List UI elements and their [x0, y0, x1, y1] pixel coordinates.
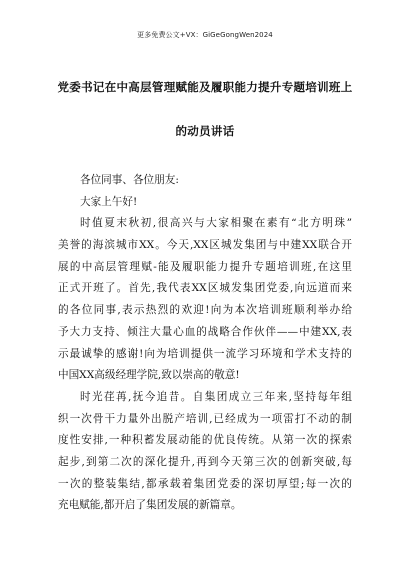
paragraph-1-line: 时值夏末秋初,很高兴与大家相聚在素有“北方明珠”: [80, 217, 352, 230]
paragraph-1-line: 予大力支持、倾注大量心血的战略合作伙伴——中建XX,表: [58, 325, 352, 338]
paragraph-1-line: 示最诚挚的感谢!向为培训提供一流学习环境和学术支持的: [58, 347, 352, 360]
paragraph-2-line: 一次的整装集结,都承载着集团党委的深切厚望;每一次的: [58, 477, 352, 490]
paragraph-2-line: 起步,到第二次的深化提升,再到今天第三次的创新突破,每: [58, 455, 352, 468]
paragraph-1-line: 正式开班了。首先,我代表XX区城发集团党委,向远道而来: [58, 282, 352, 295]
paragraph-1-line: 的各位同事,表示热烈的欢迎!向为本次培训班顺利举办给: [58, 304, 352, 317]
paragraph-2-line: 度性安排,一种积蓄发展动能的优良传统。从第一次的探索: [58, 434, 352, 447]
speech-body: [58, 170, 352, 517]
paragraph-1-line: 展的中高层管理赋-能及履职能力提升专题培训班,在这里: [58, 260, 352, 273]
title-line-2: 的动员讲话: [175, 124, 235, 138]
title-line-1: 党委书记在中高层管理赋能及履职能力提升专题培训班上: [57, 80, 353, 94]
salutation: 各位同事、各位朋友:: [80, 174, 179, 186]
paragraph-2-line: 充电赋能,都开启了集团发展的新篇章。: [58, 499, 242, 512]
paragraph-2-line: 织一次骨干力量外出脱产培训,已经成为一项雷打不动的制: [58, 412, 352, 425]
paragraph-1-line: 中国XX高级经理学院,致以崇高的敬意!: [58, 369, 240, 382]
paragraph-2-line: 时光荏苒,抚今追昔。自集团成立三年来,坚持每年组: [80, 390, 352, 403]
page-header: 更多免费公文+VX：GiGeGongWen2024: [137, 31, 273, 39]
paragraph-1-line: 美誉的海滨城市XX。今天,XX区城发集团与中建XX联合开: [58, 239, 352, 252]
greeting: 大家上午好!: [80, 195, 138, 208]
